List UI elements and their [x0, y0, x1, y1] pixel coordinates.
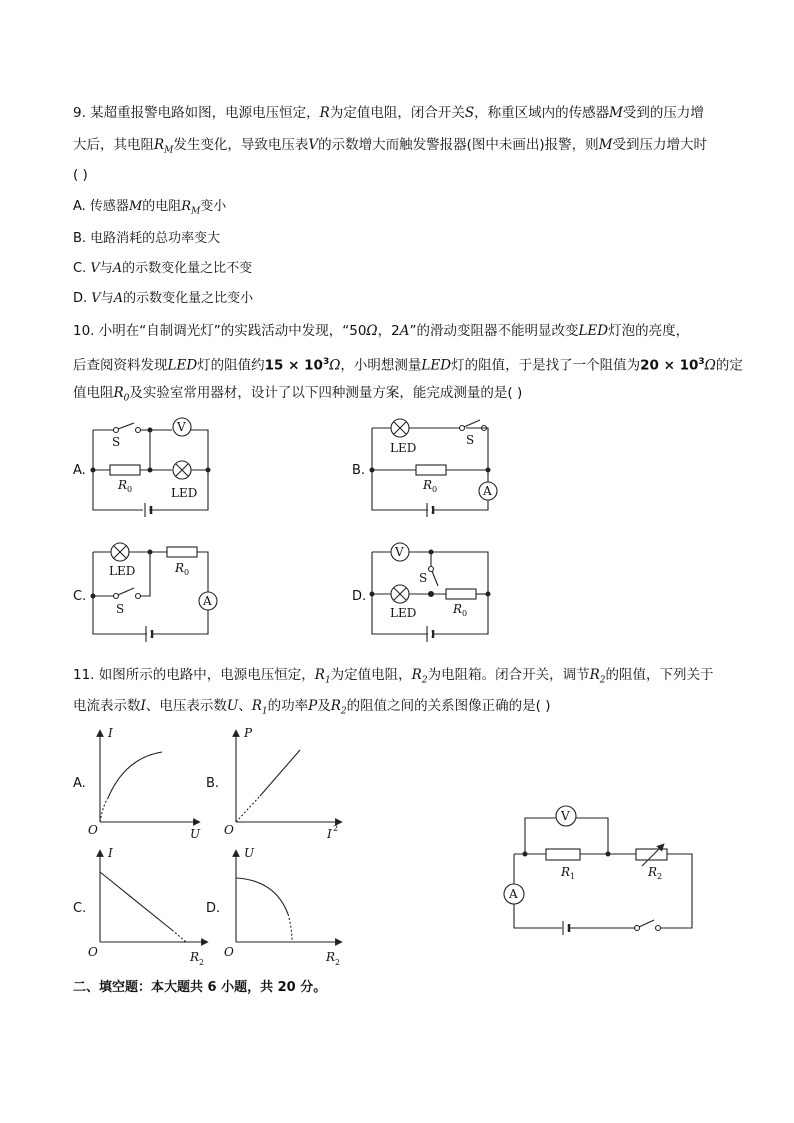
q9-line-3: ( ): [73, 167, 88, 183]
q9-line-2: 大后，其电阻$R_M$发生变化，导致电压表V的示数增大而触发警报器(图中未画出)报警，则M受到压力增大时: [73, 137, 708, 156]
q11-option-d-label: D.: [206, 901, 221, 916]
q11-d-x-label: R: [326, 950, 336, 964]
q10-c-led-label: LED: [109, 564, 136, 578]
q11-option-c-label: C.: [73, 901, 87, 916]
q10-option-a-label: A.: [73, 463, 86, 478]
q10-option-d-label: D.: [352, 589, 367, 604]
q10-b-r0-label: R: [423, 478, 433, 492]
q11-option-b-label: B.: [206, 776, 220, 791]
q11-r1-label: R: [561, 865, 571, 879]
q10-b-r0-sub: 0: [432, 485, 438, 494]
q11-line-2: 电流表示数I、电压表示数U、$R_1$的功率P及$R_2$的阻值之间的关系图像正确的是( ): [73, 698, 551, 717]
q10-d-led-label: LED: [390, 606, 417, 620]
q11-d-x-sub: 2: [335, 958, 341, 967]
section-2-heading: 二、填空题：本大题共 6 小题，共 20 分。: [73, 980, 327, 995]
q11-b-y-label: P: [244, 726, 253, 740]
q9-line-1: 9. 某超重报警电路如图，电源电压恒定，R为定值电阻，闭合开关S，称重区域内的传感器M受到的压力增: [73, 105, 704, 121]
q10-c-switch-label: S: [116, 602, 125, 616]
q10-c-r0-sub: 0: [184, 568, 190, 577]
q10-a-voltmeter-label: V: [177, 420, 186, 434]
q9-option-b: B. 电路消耗的总功率变大: [73, 231, 221, 246]
q11-ammeter-label: A: [509, 887, 518, 901]
q10-b-switch-label: S: [466, 433, 475, 447]
q10-b-ammeter-label: A: [483, 484, 492, 498]
q10-a-switch-label: S: [112, 435, 121, 449]
q11-c-y-label: I: [108, 846, 113, 860]
q11-b-x-label: I: [327, 827, 332, 841]
q11-r1-sub: 1: [570, 872, 576, 881]
q10-option-b-label: B.: [352, 463, 366, 478]
q11-r2-label: R: [648, 865, 658, 879]
q10-a-led-label: LED: [171, 486, 198, 500]
q11-c-origin: O: [88, 945, 98, 959]
q10-d-r0-label: R: [453, 602, 463, 616]
q9-option-a: A. 传感器M的电阻$R_M$变小: [73, 199, 227, 217]
q11-c-x-sub: 2: [199, 958, 205, 967]
q9-option-c: C. V与A的示数变化量之比不变: [73, 261, 253, 276]
q10-line-3: 值电阻$R_0$及实验室常用器材，设计了以下四种测量方案，能完成测量的是( ): [73, 385, 523, 404]
q11-voltmeter-label: V: [561, 809, 570, 823]
q11-d-origin: O: [224, 945, 234, 959]
q10-c-ammeter-label: A: [203, 594, 212, 608]
q10-a-r0-sub: 0: [127, 485, 133, 494]
q11-d-y-label: U: [244, 846, 255, 860]
q11-a-y-label: I: [108, 726, 113, 740]
q11-c-x-label: R: [190, 950, 200, 964]
q10-b-led-label: LED: [390, 441, 417, 455]
q10-d-switch-label: S: [419, 571, 428, 585]
q11-b-x-sup: 2: [333, 824, 339, 833]
q11-option-a-label: A.: [73, 776, 86, 791]
q10-line-2: 后查阅资料发现LED灯的阻值约$15 \times 10^3\Omega$，小明想测量LED灯的阻值，于是找了一个阻值为$20 \times 10^3\Omega$的定: [73, 357, 743, 374]
q11-r2-sub: 2: [657, 872, 663, 881]
q10-a-r0-label: R: [118, 478, 128, 492]
q10-c-r0-label: R: [175, 561, 185, 575]
q10-d-r0-sub: 0: [462, 609, 468, 618]
q10-line-1: 10. 小明在“自制调光灯”的实践活动中发现，“50Ω，2A”的滑动变阻器不能明显改变LED灯泡的亮度，: [73, 323, 690, 339]
q11-a-x-label: U: [190, 827, 201, 841]
q10-d-voltmeter-label: V: [395, 545, 404, 559]
q10-option-c-label: C.: [73, 589, 87, 604]
q9-option-d: D. V与A的示数变化量之比变小: [73, 291, 254, 306]
q11-b-origin: O: [224, 823, 234, 837]
q11-a-origin: O: [88, 823, 98, 837]
q11-line-1: 11. 如图所示的电路中，电源电压恒定，$R_1$为定值电阻，$R_2$为电阻箱。闭合开关，调节$R_2$的阻值，下列关于: [73, 667, 714, 686]
